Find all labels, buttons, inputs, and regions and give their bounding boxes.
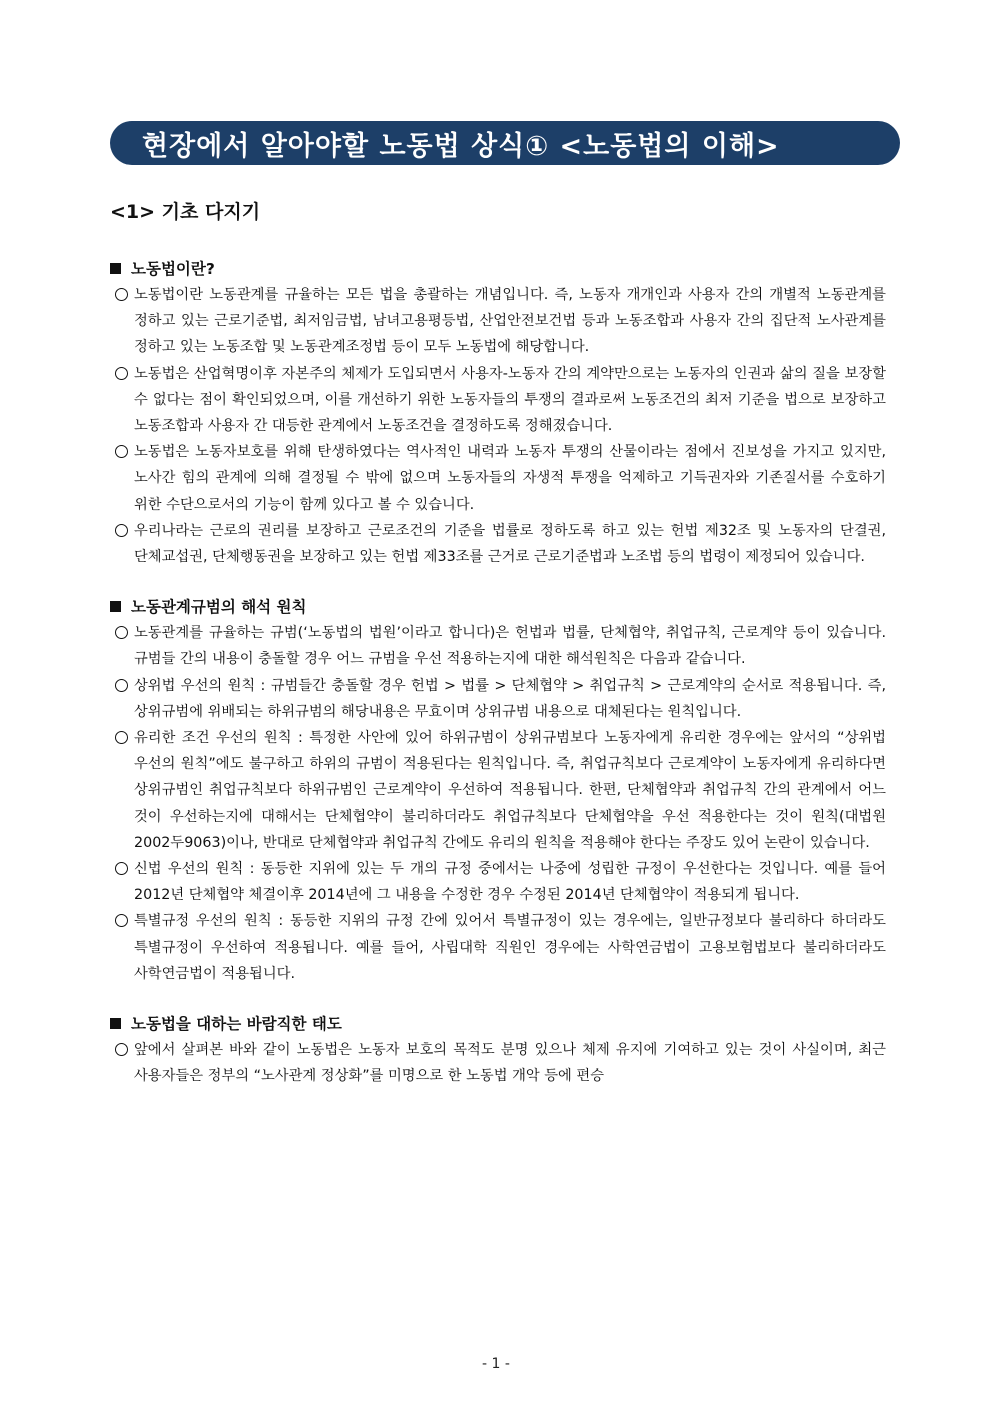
circle-bullet-icon [108, 725, 134, 856]
block-heading [108, 256, 886, 282]
list-item [108, 518, 886, 570]
title-banner [110, 121, 900, 165]
list-item-text: 노동관계를 규율하는 규범(‘노동법의 법원’이라고 합니다)은 헌법과 법률, 단체협약, 취업규칙, 근로계약 등이 있습니다. 규범들 간의 내용이 충돌할 경우 어느 규범을 우선 적용하는지에 대한 해석원칙은 다음과 같습니다. [134, 625, 886, 668]
page-title: 현장에서 알아야할 노동법 상식① <노동법의 이해> [142, 130, 780, 162]
circle-bullet-icon [108, 282, 134, 361]
list-item-text: 노동법은 산업혁명이후 자본주의 체제가 도입되면서 사용자-노동자 간의 계약만으로는 노동자의 인권과 삶의 질을 보장할 수 없다는 점이 확인되었으며, 이를 개선하기 위한 노동자들의 투쟁의 결과로써 노동조건의 최저 기준을 법으로 보장하고 노동조합과 사용자 간 대등한 관계에서 노동조건을 결정하도록 정해졌습니다. [134, 365, 886, 435]
block-heading [108, 594, 886, 620]
list-item [108, 361, 886, 440]
list-item-text: 노동법은 노동자보호를 위해 탄생하였다는 역사적인 내력과 노동자 투쟁의 산물이라는 점에서 진보성을 가지고 있지만, 노사간 힘의 관계에 의해 결정될 수 밖에 없으며 노동자들의 자생적 투쟁을 억제하고 기득권자와 기존질서를 수호하기 위한 수단으로서의 기능이 함께 있다고 볼 수 있습니다. [134, 444, 886, 513]
black-square-bullet-icon [110, 1018, 121, 1029]
list-item [108, 673, 886, 725]
block-heading-text: 노동법을 대하는 바람직한 태도 [131, 1015, 342, 1034]
list-item [108, 620, 886, 672]
list-item [108, 856, 886, 908]
list-item [108, 282, 886, 361]
black-square-bullet-icon [110, 263, 121, 274]
content-block [108, 1011, 886, 1089]
content-block [108, 594, 886, 987]
circle-bullet-icon [108, 439, 134, 518]
document-body [108, 256, 886, 1089]
list-item [108, 1037, 886, 1089]
list-item-text: 우리나라는 근로의 권리를 보장하고 근로조건의 기준을 법률로 정하도록 하고 있는 헌법 제32조 및 노동자의 단결권, 단체교섭권, 단체행동권을 보장하고 있는 헌법 제33조를 근거로 근로기준법과 노조법 등의 법령이 제정되어 있습니다. [134, 522, 886, 566]
circle-bullet-icon [108, 673, 134, 725]
list-item-text: 앞에서 살펴본 바와 같이 노동법은 노동자 보호의 목적도 분명 있으나 체제 유지에 기여하고 있는 것이 사실이며, 최근 사용자들은 정부의 “노사관계 정상화”를 미명으로 한 노동법 개악 등에 편승 [134, 1042, 886, 1085]
list-item-text: 유리한 조건 우선의 원칙 : 특정한 사안에 있어 하위규범이 상위규범보다 노동자에게 유리한 경우에는 앞서의 “상위법 우선의 원칙”에도 불구하고 하위의 규범이 적용된다는 원칙입니다. 즉, 취업규칙보다 근로계약이 노동자에게 유리하다면 상위규범인 취업규칙보다 하위규범인 근로계약이 우선하여 적용됩니다. 한편, 단체협약과 취업규칙 간의 관계에서 어느 것이 우선하는지에 대해서는 단체협약이 불리하더라도 취업규칙보다 단체협약을 우선 적용한다는 것이 원칙(대법원 2002두9063)이나, 반대로 단체협약과 취업규칙 간에도 유리의 원칙을 적용해야 한다는 주장도 있어 논란이 있습니다. [134, 730, 886, 851]
list-item [108, 908, 886, 987]
circle-bullet-icon [108, 518, 134, 570]
list-item-text: 노동법이란 노동관계를 규율하는 모든 법을 총괄하는 개념입니다. 즉, 노동자 개개인과 사용자 간의 개별적 노동관계를 정하고 있는 근로기준법, 최저임금법, 남녀고용평등법, 산업안전보건법 등과 노동조합과 사용자 간의 집단적 노사관계를 정하고 있는 노동조합 및 노동관계조정법 등이 모두 노동법에 해당합니다. [134, 287, 886, 356]
circle-bullet-icon [108, 856, 134, 908]
circle-bullet-icon [108, 361, 134, 440]
block-heading-text: 노동관계규범의 해석 원칙 [131, 598, 307, 617]
list-item [108, 439, 886, 518]
black-square-bullet-icon [110, 601, 121, 612]
block-heading [108, 1011, 886, 1037]
circle-bullet-icon [108, 1037, 134, 1089]
content-block [108, 256, 886, 570]
list-item [108, 725, 886, 856]
circle-bullet-icon [108, 620, 134, 672]
list-item-text: 상위법 우선의 원칙 : 규범들간 충돌할 경우 헌법 > 법률 > 단체협약 > 취업규칙 > 근로계약의 순서로 적용됩니다. 즉, 상위규범에 위배되는 하위규범의 해당내용은 무효이며 상위규범 내용으로 대체된다는 원칙입니다. [134, 677, 886, 720]
section-heading: <1> 기초 다지기 [110, 201, 261, 223]
list-item-text: 특별규정 우선의 원칙 : 동등한 지위의 규정 간에 있어서 특별규정이 있는 경우에는, 일반규정보다 불리하다 하더라도 특별규정이 우선하여 적용됩니다. 예를 들어, 사립대학 직원인 경우에는 사학연금법이 고용보험법보다 불리하더라도 사학연금법이 적용됩니다. [134, 913, 886, 982]
list-item-text: 신법 우선의 원칙 : 동등한 지위에 있는 두 개의 규정 중에서는 나중에 성립한 규정이 우선한다는 것입니다. 예를 들어 2012년 단체협약 체결이후 2014년에 그 내용을 수정한 경우 수정된 2014년 단체협약이 적용되게 됩니다. [134, 861, 886, 904]
circle-bullet-icon [108, 908, 134, 987]
block-heading-text: 노동법이란? [131, 260, 215, 278]
page-number: - 1 - [482, 1356, 510, 1372]
